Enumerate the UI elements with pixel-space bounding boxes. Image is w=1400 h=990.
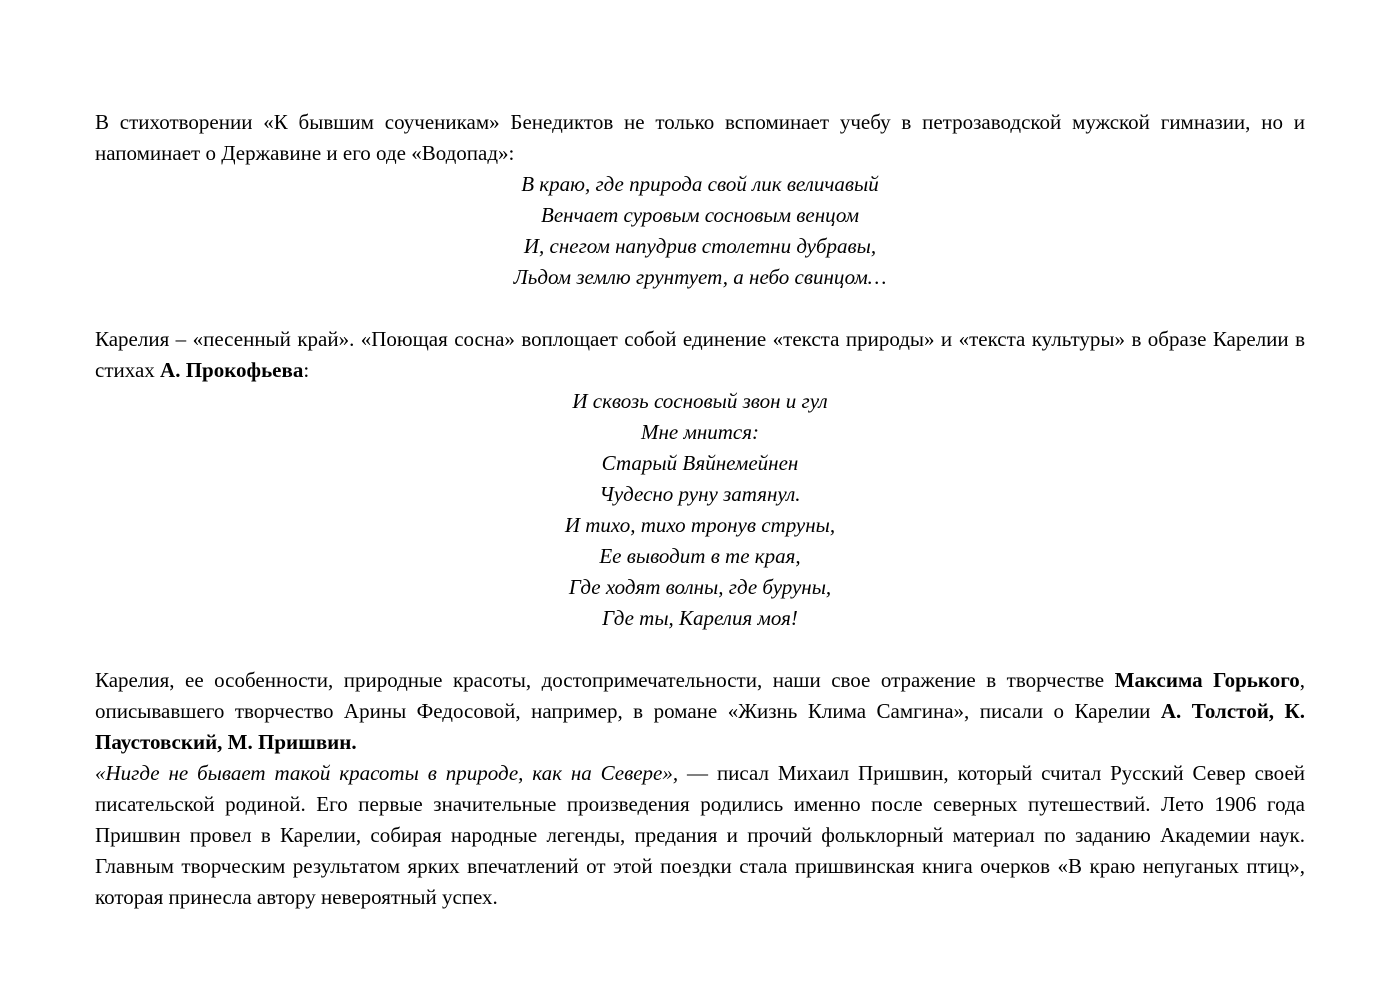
- verse-line: Где ты, Карелия моя!: [602, 606, 798, 630]
- body-text: — писал Михаил Пришвин, который считал Русский Север своей писательской родиной. Его первые значительные произведения родились именно после северных путешествий. Лето 1906 года Пришвин провел в Карелии, собирая народные легенды, предания и прочий фольклорный материал по заданию Академии наук. Главным творческим результатом ярких впечатлений от этой поездки стала пришвинская книга очерков «В краю непуганых птиц», которая принесла автору невероятный успех.: [95, 761, 1306, 909]
- verse-line: И сквозь сосновый звон и гул: [572, 389, 828, 413]
- paragraph-karelia-writers: [95, 665, 1305, 758]
- verse-line: Мне мнится:: [640, 420, 760, 444]
- verse-line: Чудесно руну затянул.: [599, 482, 801, 506]
- verse-benediktov: [95, 169, 1305, 293]
- verse-prokofiev: [95, 386, 1305, 634]
- verse-line: Венчает суровым сосновым венцом: [541, 203, 859, 227]
- paragraph-prokofiev-intro: [95, 324, 1305, 386]
- paragraph-benediktov-intro: [95, 107, 1305, 169]
- verse-line: И, снегом напудрив столетни дубравы,: [523, 234, 877, 258]
- body-text: , описывавшего творчество Арины Федосовой, например, в романе «Жизнь Клима Самгина», писали о Карелии: [95, 668, 1306, 723]
- verse-line: Ее выводит в те края,: [599, 544, 801, 568]
- paragraph-prishvin: [95, 758, 1305, 913]
- verse-line: Льдом землю грунтует, а небо свинцом…: [513, 265, 887, 289]
- intro-punctuation: :: [303, 358, 310, 382]
- author-name-bold: А. Прокофьева: [160, 358, 304, 382]
- verse-line: И тихо, тихо тронув струны,: [564, 513, 836, 537]
- verse-line: В краю, где природа свой лик величавый: [521, 172, 879, 196]
- paragraph-gap: [95, 634, 1305, 665]
- prishvin-quote: «Нигде не бывает такой красоты в природе, как на Севере»,: [95, 761, 679, 785]
- intro-text: Карелия – «песенный край». «Поющая сосна» воплощает собой единение «текста природы» и «текста культуры» в образе Карелии в стихах: [95, 327, 1305, 382]
- document-page: [95, 107, 1305, 913]
- verse-line: Старый Вяйнемейнен: [601, 451, 799, 475]
- body-text: Карелия, ее особенности, природные красоты, достопримечательности, наши свое отражение в творчестве: [95, 668, 1115, 692]
- verse-line: Где ходят волны, где буруны,: [568, 575, 832, 599]
- author-names-bold: А. Толстой, К. Паустовский, М. Пришвин.: [95, 699, 1306, 754]
- paragraph-gap: [95, 293, 1305, 324]
- author-name-bold: Максима Горького: [1114, 668, 1300, 692]
- intro-text: В стихотворении «К бывшим соученикам» Бенедиктов не только вспоминает учебу в петрозаводской мужской гимназии, но и напоминает о Державине и его оде «Водопад»:: [95, 110, 1305, 165]
